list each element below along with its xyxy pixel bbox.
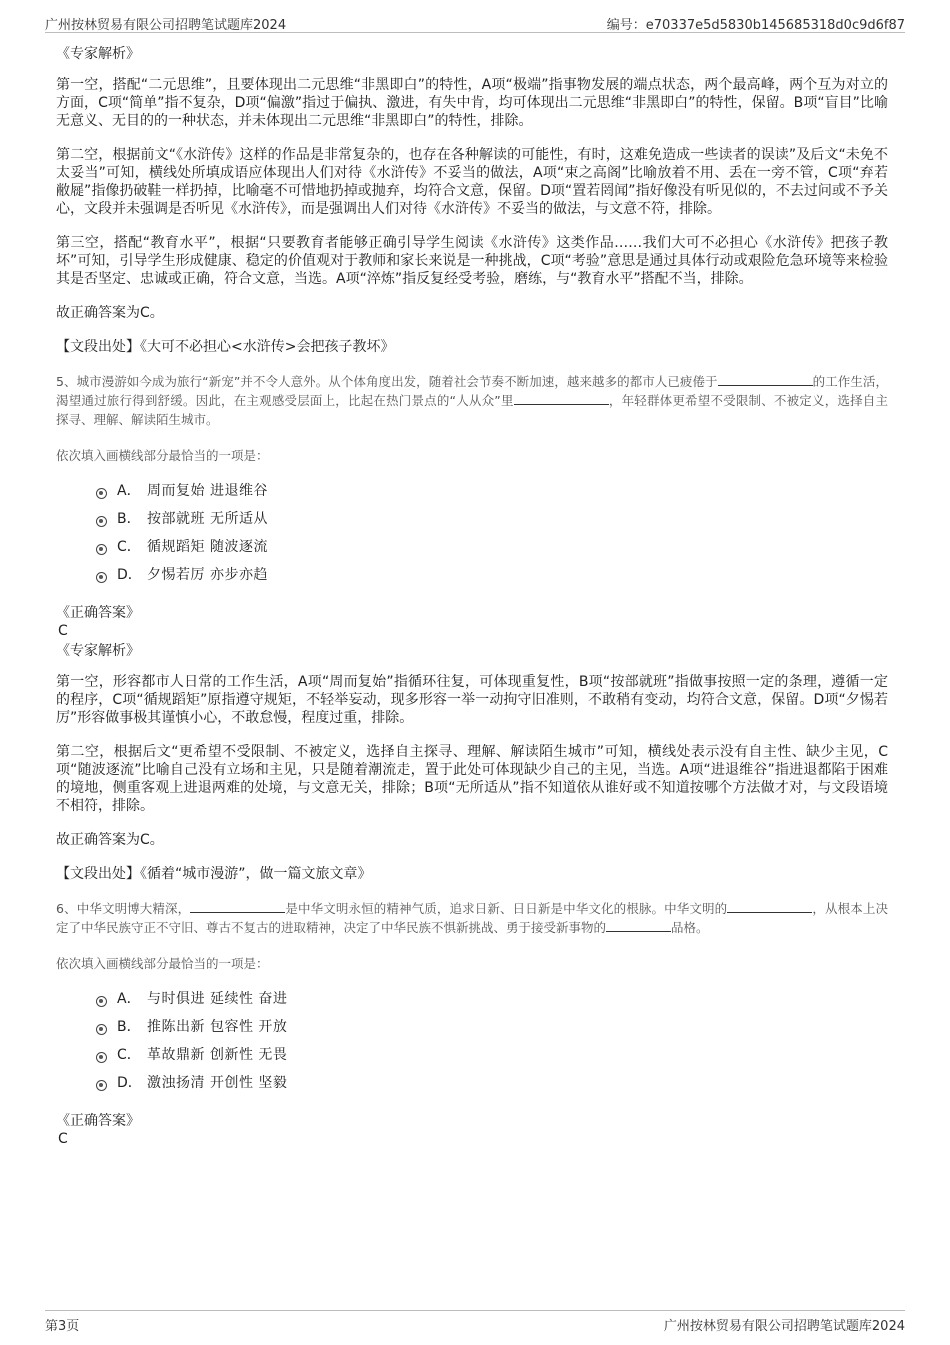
option-b[interactable] (96, 1013, 888, 1041)
radio-icon[interactable] (96, 1024, 107, 1035)
fill-blank (718, 373, 813, 386)
analysis-paragraph: 第一空，搭配“二元思维”，且要体现出二元思维“非黑即白”的特性，A项“极端”指事物发展的端点状态，两个最高峰，两个互为对立的方面，C项“简单”指不复杂，D项“偏激”指过于偏执、激进，有失中肯，均可体现出二元思维“非黑即白”的特性，保留。B项“盲目”比喻无意义、无目的的一种状态，并未体现出二元思维“非黑即白”的特性，排除。 (56, 77, 888, 129)
question-6-text (56, 899, 888, 937)
option-letter: A． (117, 482, 141, 499)
question-5-options (96, 477, 888, 589)
option-text: 与时俱进 延续性 奋进 (147, 990, 288, 1007)
radio-icon[interactable] (96, 572, 107, 583)
analysis-label: 《专家解析》 (56, 643, 140, 659)
answer-conclusion: 故正确答案为C。 (56, 832, 164, 848)
option-letter: A． (117, 990, 141, 1007)
question-text: 是中华文明永恒的精神气质，追求日新、日日新是中华文化的根脉。中华文明的 (285, 901, 728, 916)
question-text: 5、城市漫游如今成为旅行“新宠”并不令人意外。从个体角度出发，随着社会节奏不断加速，越来越多的都市人已疲倦于 (56, 374, 718, 389)
radio-icon[interactable] (96, 996, 107, 1007)
question-text: 品格。 (671, 920, 709, 935)
option-text: 周而复始 进退维谷 (147, 482, 268, 499)
page-header (45, 12, 905, 33)
option-letter: B． (117, 1018, 141, 1035)
option-b[interactable] (96, 505, 888, 533)
fill-blank (606, 919, 671, 932)
fill-blank (514, 392, 609, 405)
question-5-text (56, 372, 888, 429)
option-text: 夕惕若厉 亦步亦趋 (147, 566, 268, 583)
option-d[interactable] (96, 1069, 888, 1097)
answer-label: 《正确答案》 (56, 1113, 140, 1129)
analysis-paragraph: 第二空，根据前文“《水浒传》这样的作品是非常复杂的，也存在各种解读的可能性，有时，这难免造成一些读者的误读”及后文“未免不太妥当”可知，横线处所填成语应体现出人们对待《水浒传》不妥当的做法，A项“束之高阁”比喻放着不用、丢在一旁不管，C项“弃若敝屣”指像扔破鞋一样扔掉，比喻毫不可惜地扔掉或抛弃，均符合文意，保留。D项“置若罔闻”指好像没有听见似的，不去过问或不予关心，文段并未强调是否听见《水浒传》，而是强调出人们对待《水浒传》不妥当的做法，与文意不符，排除。 (56, 147, 888, 217)
radio-icon[interactable] (96, 516, 107, 527)
passage-source: 【文段出处】《循着“城市漫游”，做一篇文旅文章》 (56, 866, 372, 882)
option-c[interactable] (96, 533, 888, 561)
page-content (56, 44, 888, 1149)
page-number: 第3页 (45, 1319, 80, 1334)
fill-blank (727, 900, 812, 913)
option-text: 按部就班 无所适从 (147, 510, 268, 527)
option-letter: C． (117, 538, 141, 555)
correct-answer: C (58, 623, 68, 639)
option-text: 激浊扬清 开创性 坚毅 (147, 1074, 288, 1091)
option-a[interactable] (96, 477, 888, 505)
option-text: 革故鼎新 创新性 无畏 (147, 1046, 288, 1063)
option-letter: C． (117, 1046, 141, 1063)
option-letter: D． (117, 566, 142, 583)
option-d[interactable] (96, 561, 888, 589)
question-text: ，从根本上决定了中华民族守正不守旧、尊古不复古的进取精神，决定了中华民族不惧新挑战、勇于接受新事物的 (56, 901, 888, 935)
analysis-paragraph: 第三空，搭配“教育水平”，根据“只要教育者能够正确引导学生阅读《水浒传》这类作品……我们大可不必担心《水浒传》把孩子教坏”可知，引导学生形成健康、稳定的价值观对于教师和家长来说是一种挑战，C项“考验”意思是通过具体行动或艰险危急环境等来检验其是否坚定、忠诚或正确，符合文意，当选。A项“淬炼”指反复经受考验，磨练，与“教育水平”搭配不当，排除。 (56, 235, 888, 287)
analysis-paragraph: 第一空，形容都市人日常的工作生活，A项“周而复始”指循环往复，可体现重复性，B项“按部就班”指做事按照一定的条理，遵循一定的程序，C项“循规蹈矩”原指遵守规矩，不轻举妄动，现多形容一举一动拘守旧准则，不敢稍有变动，均符合文意，保留。D项“夕惕若厉”形容做事极其谨慎小心，不敢怠慢，程度过重，排除。 (56, 674, 888, 726)
question-text: ，年轻群体更希望不受限制、不被定义，选择自主探寻、理解、解读陌生城市。 (56, 393, 888, 427)
question-instruction: 依次填入画横线部分最恰当的一项是： (56, 956, 269, 971)
page-footer (45, 1310, 905, 1335)
answer-label: 《正确答案》 (56, 605, 140, 621)
footer-title: 广州按林贸易有限公司招聘笔试题库2024 (663, 1319, 905, 1334)
option-letter: B． (117, 510, 141, 527)
analysis-paragraph: 第二空，根据后文“更希望不受限制、不被定义，选择自主探寻、理解、解读陌生城市”可知，横线处表示没有自主性、缺少主见，C项“随波逐流”比喻自己没有立场和主见，只是随着潮流走，置于此处可体现缺少自己的主见，当选。A项“进退维谷”指进退都陷于困难的境地，侧重客观上进退两难的处境，与文意无关，排除；B项“无所适从”指不知道依从谁好或不知道按哪个方法做才对，与文段语境不相符，排除。 (56, 744, 888, 814)
radio-icon[interactable] (96, 1080, 107, 1091)
option-letter: D． (117, 1074, 142, 1091)
radio-icon[interactable] (96, 1052, 107, 1063)
option-c[interactable] (96, 1041, 888, 1069)
question-text: 的工作生活，渴望通过旅行得到舒缓。因此，在主观感受层面上，比起在热门景点的“人从众”里 (56, 374, 888, 408)
answer-conclusion: 故正确答案为C。 (56, 305, 164, 321)
option-a[interactable] (96, 985, 888, 1013)
question-instruction: 依次填入画横线部分最恰当的一项是： (56, 448, 269, 463)
radio-icon[interactable] (96, 544, 107, 555)
option-text: 循规蹈矩 随波逐流 (147, 538, 268, 555)
question-text: 6、中华文明博大精深， (56, 901, 191, 916)
header-title: 广州按林贸易有限公司招聘笔试题库2024 (45, 18, 287, 33)
radio-icon[interactable] (96, 488, 107, 499)
fill-blank (190, 900, 285, 913)
passage-source: 【文段出处】《大可不必担心<水浒传>会把孩子教坏》 (56, 339, 395, 355)
question-6-options (96, 985, 888, 1097)
correct-answer: C (58, 1131, 68, 1147)
document-id: 编号：e70337e5d5830b145685318d0c9d6f87 (606, 18, 905, 33)
analysis-label: 《专家解析》 (56, 46, 140, 62)
option-text: 推陈出新 包容性 开放 (147, 1018, 288, 1035)
